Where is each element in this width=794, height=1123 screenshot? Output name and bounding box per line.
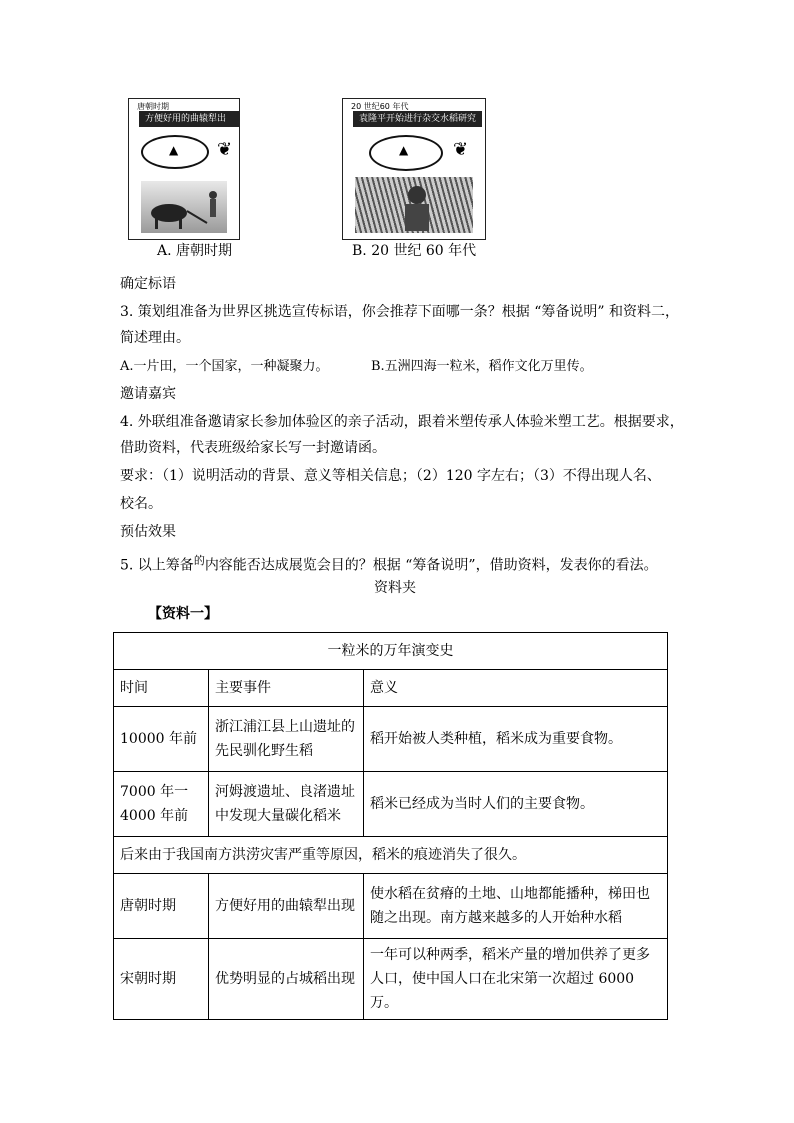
panel-a-period-tag: 唐朝时期 [137,102,169,111]
question-5 [120,551,658,576]
rice-history-table [113,632,668,1020]
table-title: 一粒米的万年演变史 [114,633,668,670]
question-3-line2: 简述理由。 [120,330,190,346]
table-row [114,707,668,772]
question-3-option-b: B.五洲四海一粒米，稻作文化万里传。 [371,359,593,374]
cell-meaning: 使水稻在贫瘠的土地、山地都能播种，梯田也 随之出现。南方越来越多的人开始种水稻 [364,874,668,939]
section-title-slogan: 确定标语 [120,276,176,292]
cell-event: 河姆渡遗址、良渚遗址 中发现大量碳化稻米 [209,772,364,837]
span-note: 后来由于我国南方洪涝灾害严重等原因，稻米的痕迹消失了很久。 [114,837,668,874]
material-1-label: 【资料一】 [148,606,218,622]
header-time: 时间 [114,670,209,707]
ox-plowing-image [141,181,227,233]
table-row [114,874,668,939]
section-title-effect: 预估效果 [120,524,176,540]
question-4-requirement-line2: 校名。 [120,496,162,512]
cell-time: 7000 年一 4000 年前 [114,772,209,837]
cell-time: 唐朝时期 [114,874,209,939]
panel-b-banner: 袁隆平开始进行杂交水稻研究 [353,111,482,127]
header-meaning: 意义 [364,670,668,707]
cell-time: 10000 年前 [114,707,209,772]
rice-field-photo [355,177,473,233]
panel-b-caption: B. 20 世纪 60 年代 [352,243,477,259]
figure-panel-b [342,98,486,240]
table-header-row [114,670,668,707]
question-5-prefix: 5. 以上筹备 [120,557,194,574]
question-3-line1: 3. 策划组准备为世界区挑选宣传标语，你会推荐下面哪一条？根据 “筹备说明” 和资料二， [120,304,680,320]
table-row [114,939,668,1020]
question-5-small-char: 的 [193,554,205,567]
folder-title: 资料夹 [374,580,416,596]
panel-a-caption: A. 唐朝时期 [157,243,233,259]
table-row [114,772,668,837]
cell-event: 浙江浦江县上山遗址的 先民驯化野生稻 [209,707,364,772]
panel-a-blank-mark: ▲ [169,143,179,157]
table-row [114,837,668,874]
question-5-text: 内容能否达成展览会目的？根据 “筹备说明”，借助资料，发表你的看法。 [204,557,658,574]
cell-meaning: 稻开始被人类种植，稻米成为重要食物。 [364,707,668,772]
panel-b-blank-mark: ▲ [399,143,409,157]
cell-event: 方便好用的曲辕犁出现 [209,874,364,939]
cell-time: 宋朝时期 [114,939,209,1020]
panel-b-period-tag: 20 世纪60 年代 [351,102,409,111]
section-title-invite: 邀请嘉宾 [120,386,176,402]
question-4-line1: 4. 外联组准备邀请家长参加体验区的亲子活动，跟着米塑传承人体验米塑工艺。根据要求， [120,414,684,430]
cell-meaning: 一年可以种两季，稻米产量的增加供养了更多 人口，使中国人口在北宋第一次超过 6000 万。 [364,939,668,1020]
panel-a-banner: 方便好用的曲辕犁出现 [139,111,239,127]
rice-plant-icon: ❦ [217,139,233,160]
cell-event: 优势明显的占城稻出现 [209,939,364,1020]
question-4-requirement-line1: 要求：（1）说明活动的背景、意义等相关信息；（2）120 字左右；（3）不得出现人名、 [120,468,661,484]
rice-plant-icon: ❦ [453,139,469,160]
figure-panel-a [128,98,240,240]
question-4-line2: 借助资料，代表班级给家长写一封邀请函。 [120,440,386,456]
question-3-option-a: A.一片田，一个国家，一种凝聚力。 [120,359,329,374]
header-event: 主要事件 [209,670,364,707]
cell-meaning: 稻米已经成为当时人们的主要食物。 [364,772,668,837]
